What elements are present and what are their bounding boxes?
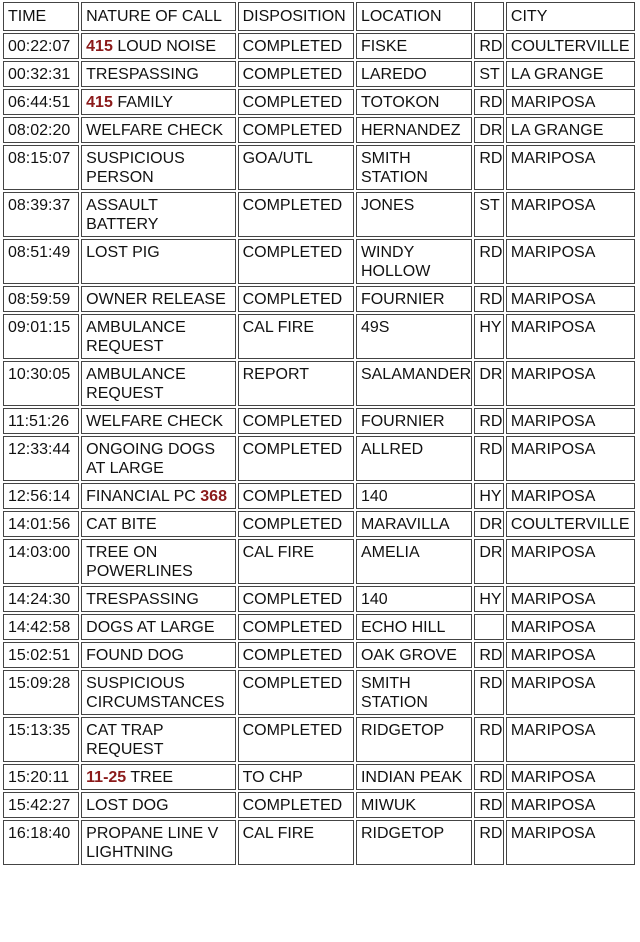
nature-cell — [81, 314, 235, 359]
city-cell: MARIPOSA — [506, 670, 635, 715]
disposition-cell: COMPLETED — [238, 239, 354, 284]
header-nature-of-call: NATURE OF CALL — [81, 2, 235, 31]
header-location: LOCATION — [356, 2, 472, 31]
city-cell: LA GRANGE — [506, 117, 635, 143]
street-type-cell: RD — [474, 670, 504, 715]
nature-text: SUSPICIOUS CIRCUMSTANCES — [86, 675, 225, 711]
disposition-cell: COMPLETED — [238, 89, 354, 115]
street-type-cell: DR — [474, 117, 504, 143]
location-cell: RIDGETOP — [356, 820, 472, 865]
disposition-cell: COMPLETED — [238, 586, 354, 612]
nature-cell — [81, 670, 235, 715]
table-body — [3, 33, 635, 865]
nature-cell — [81, 586, 235, 612]
disposition-cell: COMPLETED — [238, 614, 354, 640]
table-row — [3, 586, 635, 612]
table-header — [3, 2, 635, 31]
city-cell: MARIPOSA — [506, 89, 635, 115]
disposition-cell: COMPLETED — [238, 670, 354, 715]
nature-cell — [81, 89, 235, 115]
location-cell: JONES — [356, 192, 472, 237]
header-row — [3, 2, 635, 31]
nature-cell — [81, 408, 235, 434]
nature-text: CAT BITE — [86, 516, 157, 533]
time-cell: 14:03:00 — [3, 539, 79, 584]
disposition-cell: COMPLETED — [238, 192, 354, 237]
disposition-cell: COMPLETED — [238, 408, 354, 434]
disposition-cell: COMPLETED — [238, 483, 354, 509]
disposition-cell: COMPLETED — [238, 61, 354, 87]
nature-text: FINANCIAL PC — [86, 488, 196, 505]
disposition-cell: CAL FIRE — [238, 539, 354, 584]
street-type-cell: DR — [474, 511, 504, 537]
location-cell: RIDGETOP — [356, 717, 472, 762]
nature-cell — [81, 717, 235, 762]
header-disposition: DISPOSITION — [238, 2, 354, 31]
location-cell: MARAVILLA — [356, 511, 472, 537]
nature-text: DOGS AT LARGE — [86, 619, 215, 636]
time-cell: 16:18:40 — [3, 820, 79, 865]
disposition-cell: COMPLETED — [238, 33, 354, 59]
table-row — [3, 511, 635, 537]
location-cell: SMITH STATION — [356, 145, 472, 190]
table-row — [3, 717, 635, 762]
street-type-cell: DR — [474, 361, 504, 406]
nature-text: CAT TRAP REQUEST — [86, 722, 164, 758]
street-type-cell: RD — [474, 436, 504, 481]
table-row — [3, 192, 635, 237]
time-cell: 12:56:14 — [3, 483, 79, 509]
street-type-cell: RD — [474, 642, 504, 668]
location-cell: SMITH STATION — [356, 670, 472, 715]
location-cell: FOURNIER — [356, 286, 472, 312]
street-type-cell: RD — [474, 239, 504, 284]
table-row — [3, 361, 635, 406]
call-code: 11-25 — [86, 769, 127, 786]
city-cell: MARIPOSA — [506, 764, 635, 790]
table-row — [3, 764, 635, 790]
street-type-cell: RD — [474, 145, 504, 190]
nature-cell — [81, 436, 235, 481]
nature-cell — [81, 820, 235, 865]
city-cell: MARIPOSA — [506, 239, 635, 284]
nature-text: ASSAULT BATTERY — [86, 197, 159, 233]
time-cell: 14:24:30 — [3, 586, 79, 612]
call-log-table — [1, 0, 637, 867]
table-row — [3, 286, 635, 312]
call-code: 415 — [86, 94, 113, 111]
city-cell: MARIPOSA — [506, 586, 635, 612]
call-code: 415 — [86, 38, 113, 55]
nature-cell — [81, 117, 235, 143]
city-cell: MARIPOSA — [506, 539, 635, 584]
nature-text: WELFARE CHECK — [86, 413, 224, 430]
disposition-cell: GOA/UTL — [238, 145, 354, 190]
time-cell: 15:13:35 — [3, 717, 79, 762]
nature-text: PROPANE LINE V LIGHTNING — [86, 825, 219, 861]
location-cell: ALLRED — [356, 436, 472, 481]
nature-text: FOUND DOG — [86, 647, 184, 664]
street-type-cell — [474, 614, 504, 640]
street-type-cell: DR — [474, 539, 504, 584]
table-row — [3, 33, 635, 59]
nature-text: SUSPICIOUS PERSON — [86, 150, 185, 186]
header-city: CITY — [506, 2, 635, 31]
location-cell: LAREDO — [356, 61, 472, 87]
city-cell: LA GRANGE — [506, 61, 635, 87]
street-type-cell: RD — [474, 820, 504, 865]
nature-text: TREE ON POWERLINES — [86, 544, 193, 580]
call-code: 368 — [200, 488, 227, 505]
location-cell: 140 — [356, 483, 472, 509]
street-type-cell: RD — [474, 408, 504, 434]
table-row — [3, 117, 635, 143]
nature-text: AMBULANCE REQUEST — [86, 366, 186, 402]
street-type-cell: RD — [474, 717, 504, 762]
location-cell: ECHO HILL — [356, 614, 472, 640]
city-cell: MARIPOSA — [506, 314, 635, 359]
nature-cell — [81, 483, 235, 509]
city-cell: MARIPOSA — [506, 436, 635, 481]
nature-cell — [81, 764, 235, 790]
time-cell: 00:32:31 — [3, 61, 79, 87]
time-cell: 15:02:51 — [3, 642, 79, 668]
location-cell: 49S — [356, 314, 472, 359]
location-cell: FISKE — [356, 33, 472, 59]
city-cell: MARIPOSA — [506, 717, 635, 762]
city-cell: MARIPOSA — [506, 820, 635, 865]
city-cell: MARIPOSA — [506, 286, 635, 312]
nature-text: ONGOING DOGS AT LARGE — [86, 441, 216, 477]
header-street-type — [474, 2, 504, 31]
table-row — [3, 642, 635, 668]
disposition-cell: COMPLETED — [238, 511, 354, 537]
disposition-cell: COMPLETED — [238, 717, 354, 762]
location-cell: MIWUK — [356, 792, 472, 818]
location-cell: 140 — [356, 586, 472, 612]
table-row — [3, 145, 635, 190]
nature-cell — [81, 792, 235, 818]
time-cell: 15:42:27 — [3, 792, 79, 818]
nature-cell — [81, 33, 235, 59]
disposition-cell: CAL FIRE — [238, 820, 354, 865]
city-cell: MARIPOSA — [506, 792, 635, 818]
time-cell: 15:20:11 — [3, 764, 79, 790]
time-cell: 12:33:44 — [3, 436, 79, 481]
header-time: TIME — [3, 2, 79, 31]
city-cell: MARIPOSA — [506, 192, 635, 237]
nature-cell — [81, 239, 235, 284]
table-row — [3, 483, 635, 509]
nature-text: LOST DOG — [86, 797, 169, 814]
time-cell: 10:30:05 — [3, 361, 79, 406]
time-cell: 08:02:20 — [3, 117, 79, 143]
nature-cell — [81, 192, 235, 237]
nature-cell — [81, 61, 235, 87]
time-cell: 09:01:15 — [3, 314, 79, 359]
table-row — [3, 408, 635, 434]
nature-text: TRESPASSING — [86, 591, 199, 608]
time-cell: 06:44:51 — [3, 89, 79, 115]
street-type-cell: HY — [474, 586, 504, 612]
nature-text: TRESPASSING — [86, 66, 199, 83]
time-cell: 11:51:26 — [3, 408, 79, 434]
time-cell: 08:59:59 — [3, 286, 79, 312]
street-type-cell: HY — [474, 483, 504, 509]
nature-text: OWNER RELEASE — [86, 291, 226, 308]
street-type-cell: ST — [474, 61, 504, 87]
disposition-cell: COMPLETED — [238, 117, 354, 143]
nature-text: AMBULANCE REQUEST — [86, 319, 186, 355]
location-cell: FOURNIER — [356, 408, 472, 434]
street-type-cell: RD — [474, 792, 504, 818]
location-cell: TOTOKON — [356, 89, 472, 115]
table-row — [3, 792, 635, 818]
nature-cell — [81, 286, 235, 312]
street-type-cell: RD — [474, 286, 504, 312]
location-cell: INDIAN PEAK — [356, 764, 472, 790]
street-type-cell: RD — [474, 89, 504, 115]
city-cell: MARIPOSA — [506, 642, 635, 668]
nature-cell — [81, 145, 235, 190]
nature-text: LOUD NOISE — [117, 38, 216, 55]
city-cell: MARIPOSA — [506, 145, 635, 190]
location-cell: AMELIA — [356, 539, 472, 584]
location-cell: WINDY HOLLOW — [356, 239, 472, 284]
city-cell: MARIPOSA — [506, 483, 635, 509]
table-row — [3, 314, 635, 359]
city-cell: MARIPOSA — [506, 408, 635, 434]
time-cell: 14:42:58 — [3, 614, 79, 640]
city-cell: COULTERVILLE — [506, 33, 635, 59]
table-row — [3, 820, 635, 865]
table-row — [3, 670, 635, 715]
street-type-cell: ST — [474, 192, 504, 237]
location-cell: SALAMANDER — [356, 361, 472, 406]
city-cell: MARIPOSA — [506, 361, 635, 406]
nature-text: FAMILY — [117, 94, 174, 111]
nature-cell — [81, 511, 235, 537]
city-cell: COULTERVILLE — [506, 511, 635, 537]
table-row — [3, 61, 635, 87]
nature-cell — [81, 361, 235, 406]
disposition-cell: COMPLETED — [238, 286, 354, 312]
table-row — [3, 436, 635, 481]
time-cell: 08:15:07 — [3, 145, 79, 190]
disposition-cell: COMPLETED — [238, 642, 354, 668]
nature-text: LOST PIG — [86, 244, 160, 261]
nature-text: WELFARE CHECK — [86, 122, 224, 139]
nature-cell — [81, 642, 235, 668]
disposition-cell: COMPLETED — [238, 436, 354, 481]
disposition-cell: CAL FIRE — [238, 314, 354, 359]
table-row — [3, 539, 635, 584]
street-type-cell: RD — [474, 764, 504, 790]
city-cell: MARIPOSA — [506, 614, 635, 640]
location-cell: OAK GROVE — [356, 642, 472, 668]
nature-text: TREE — [130, 769, 174, 786]
time-cell: 08:51:49 — [3, 239, 79, 284]
street-type-cell: HY — [474, 314, 504, 359]
location-cell: HERNANDEZ — [356, 117, 472, 143]
table-row — [3, 89, 635, 115]
street-type-cell: RD — [474, 33, 504, 59]
disposition-cell: COMPLETED — [238, 792, 354, 818]
table-row — [3, 239, 635, 284]
table-row — [3, 614, 635, 640]
time-cell: 00:22:07 — [3, 33, 79, 59]
nature-cell — [81, 539, 235, 584]
nature-cell — [81, 614, 235, 640]
time-cell: 15:09:28 — [3, 670, 79, 715]
disposition-cell: TO CHP — [238, 764, 354, 790]
time-cell: 14:01:56 — [3, 511, 79, 537]
time-cell: 08:39:37 — [3, 192, 79, 237]
disposition-cell: REPORT — [238, 361, 354, 406]
